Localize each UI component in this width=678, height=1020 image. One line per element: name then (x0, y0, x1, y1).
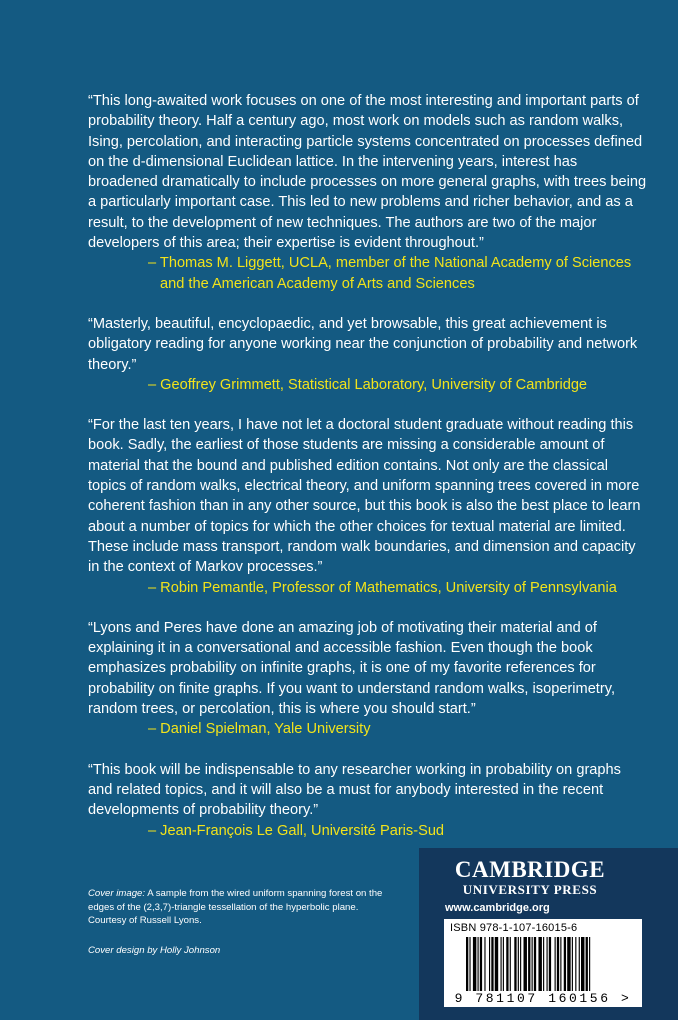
barcode-bar (469, 937, 470, 991)
quote-text: “Masterly, beautiful, encyclopaedic, and yet browsable, this great achievement is obligatory reading for anyone working near the conjunction of probability and network theory.” (88, 315, 638, 373)
publisher-block (419, 848, 678, 1020)
publisher-url: www.cambridge.org (445, 902, 550, 914)
barcode-bar (549, 937, 551, 991)
barcode-bar (524, 937, 527, 991)
quote-text: “Lyons and Peres have done an amazing job of motivating their material and of explaining it in a conversational and accessible fashion. Even though the book emphasizes probability on infinite graphs, it is one of my favorite references for probability on finite graphs. If you want to understand random walks, isoperimetry, random trees, or percolation, this is where you should start.” (88, 619, 615, 718)
publisher-logo (419, 858, 641, 897)
isbn-label: ISBN 978-1-107-16015-6 (450, 922, 578, 934)
quote-text: “For the last ten years, I have not let a doctoral student graduate without reading this book. Sadly, the earliest of those students are missing a considerable amount of material that the bound and published edition contains. Not only are the classical topics of random walks, electrical theory, and uniform spanning trees covered in more coherent fashion than in any other source, but this book is also the best place to learn about a number of topics for which the other choices for textual material are limited. These include mass transport, random walk boundaries, and dimension and capacity in the context of Markov processes.” (88, 417, 641, 576)
quote-attribution: – Jean-François Le Gall, Université Paris-Sud (148, 822, 445, 839)
barcode-bar (581, 937, 584, 991)
barcode-bar (503, 937, 504, 991)
barcode-bar (543, 937, 544, 991)
barcode-bar (589, 937, 590, 991)
cover-image-description: A sample from the wired uniform spanning forest on the edges of the (2,3,7)-triangle tessellation of the hyperbolic plane. Courtesy of Russell Lyons. (88, 888, 383, 926)
barcode-bar (586, 937, 588, 991)
barcode-bar (514, 937, 516, 991)
barcode-bar (534, 937, 536, 991)
barcode-bar (575, 937, 576, 991)
barcode-bar (520, 937, 521, 991)
quote-le-gall (88, 760, 648, 841)
barcode-bar (501, 937, 502, 991)
barcode-bar (506, 937, 508, 991)
barcode-bar (484, 937, 485, 991)
barcode-bar (518, 937, 519, 991)
barcode-bar (538, 937, 541, 991)
quote-attribution: – Thomas M. Liggett, UCLA, member of the National Academy of Sciences and the American Academy of Arts and Sciences (148, 255, 632, 292)
barcode-bar (510, 937, 511, 991)
barcode-bar (557, 937, 559, 991)
publisher-press: UNIVERSITY PRESS (462, 882, 598, 897)
quote-text: “This book will be indispensable to any researcher working in probability on graphs and related topics, and it will also be a must for anybody interested in the recent developments of probability theory.” (88, 761, 621, 819)
barcode-bar (567, 937, 570, 991)
quote-text: “This long-awaited work focuses on one of the most interesting and important parts of probability theory. Half a century ago, most work on models such as random walks, Ising, percolation, and interacting particle systems concentrated on processes defined on the d-dimensional Euclidean lattice. In the intervening years, interest has broadened dramatically to include processes on more general graphs, with trees being a particularly important case. This led to new problems and richer behavior, and as a result, to the development of new techniques. The authors are two of the major developers of this area; their expertise is evident throughout.” (88, 93, 647, 252)
quote-pemantle (88, 415, 648, 598)
publisher-name: CAMBRIDGE (454, 857, 606, 882)
barcode-bar (495, 937, 498, 991)
barcode-bar (579, 937, 580, 991)
barcode-bar (555, 937, 556, 991)
barcode-bar (528, 937, 530, 991)
barcode-bar (466, 937, 468, 991)
quote-attribution: – Geoffrey Grimmett, Statistical Laboratory, University of Cambridge (148, 376, 588, 393)
barcode (444, 919, 642, 1007)
quote-spielman (88, 618, 648, 740)
cover-image-label: Cover image: (88, 888, 146, 899)
cover-image-credit (88, 887, 388, 928)
barcode-bar (478, 937, 479, 991)
barcode-bar (547, 937, 548, 991)
quote-liggett (88, 91, 648, 294)
barcode-bar (564, 937, 566, 991)
cover-design-credit: Cover design by Holly Johnson (88, 944, 221, 956)
barcode-digits: 9 781107 160156 > (454, 991, 632, 1006)
barcode-bar (480, 937, 482, 991)
barcode-bar (560, 937, 561, 991)
barcode-bar (572, 937, 573, 991)
quote-attribution: – Robin Pemantle, Professor of Mathematics, University of Pennsylvania (148, 579, 617, 596)
barcode-bar (532, 937, 533, 991)
quote-attribution: – Daniel Spielman, Yale University (148, 721, 371, 738)
barcode-bar (491, 937, 493, 991)
quote-grimmett (88, 314, 648, 395)
barcode-bar (489, 937, 490, 991)
barcode-bar (473, 937, 476, 991)
cover-credits (88, 887, 388, 957)
quotes-section (88, 91, 648, 841)
